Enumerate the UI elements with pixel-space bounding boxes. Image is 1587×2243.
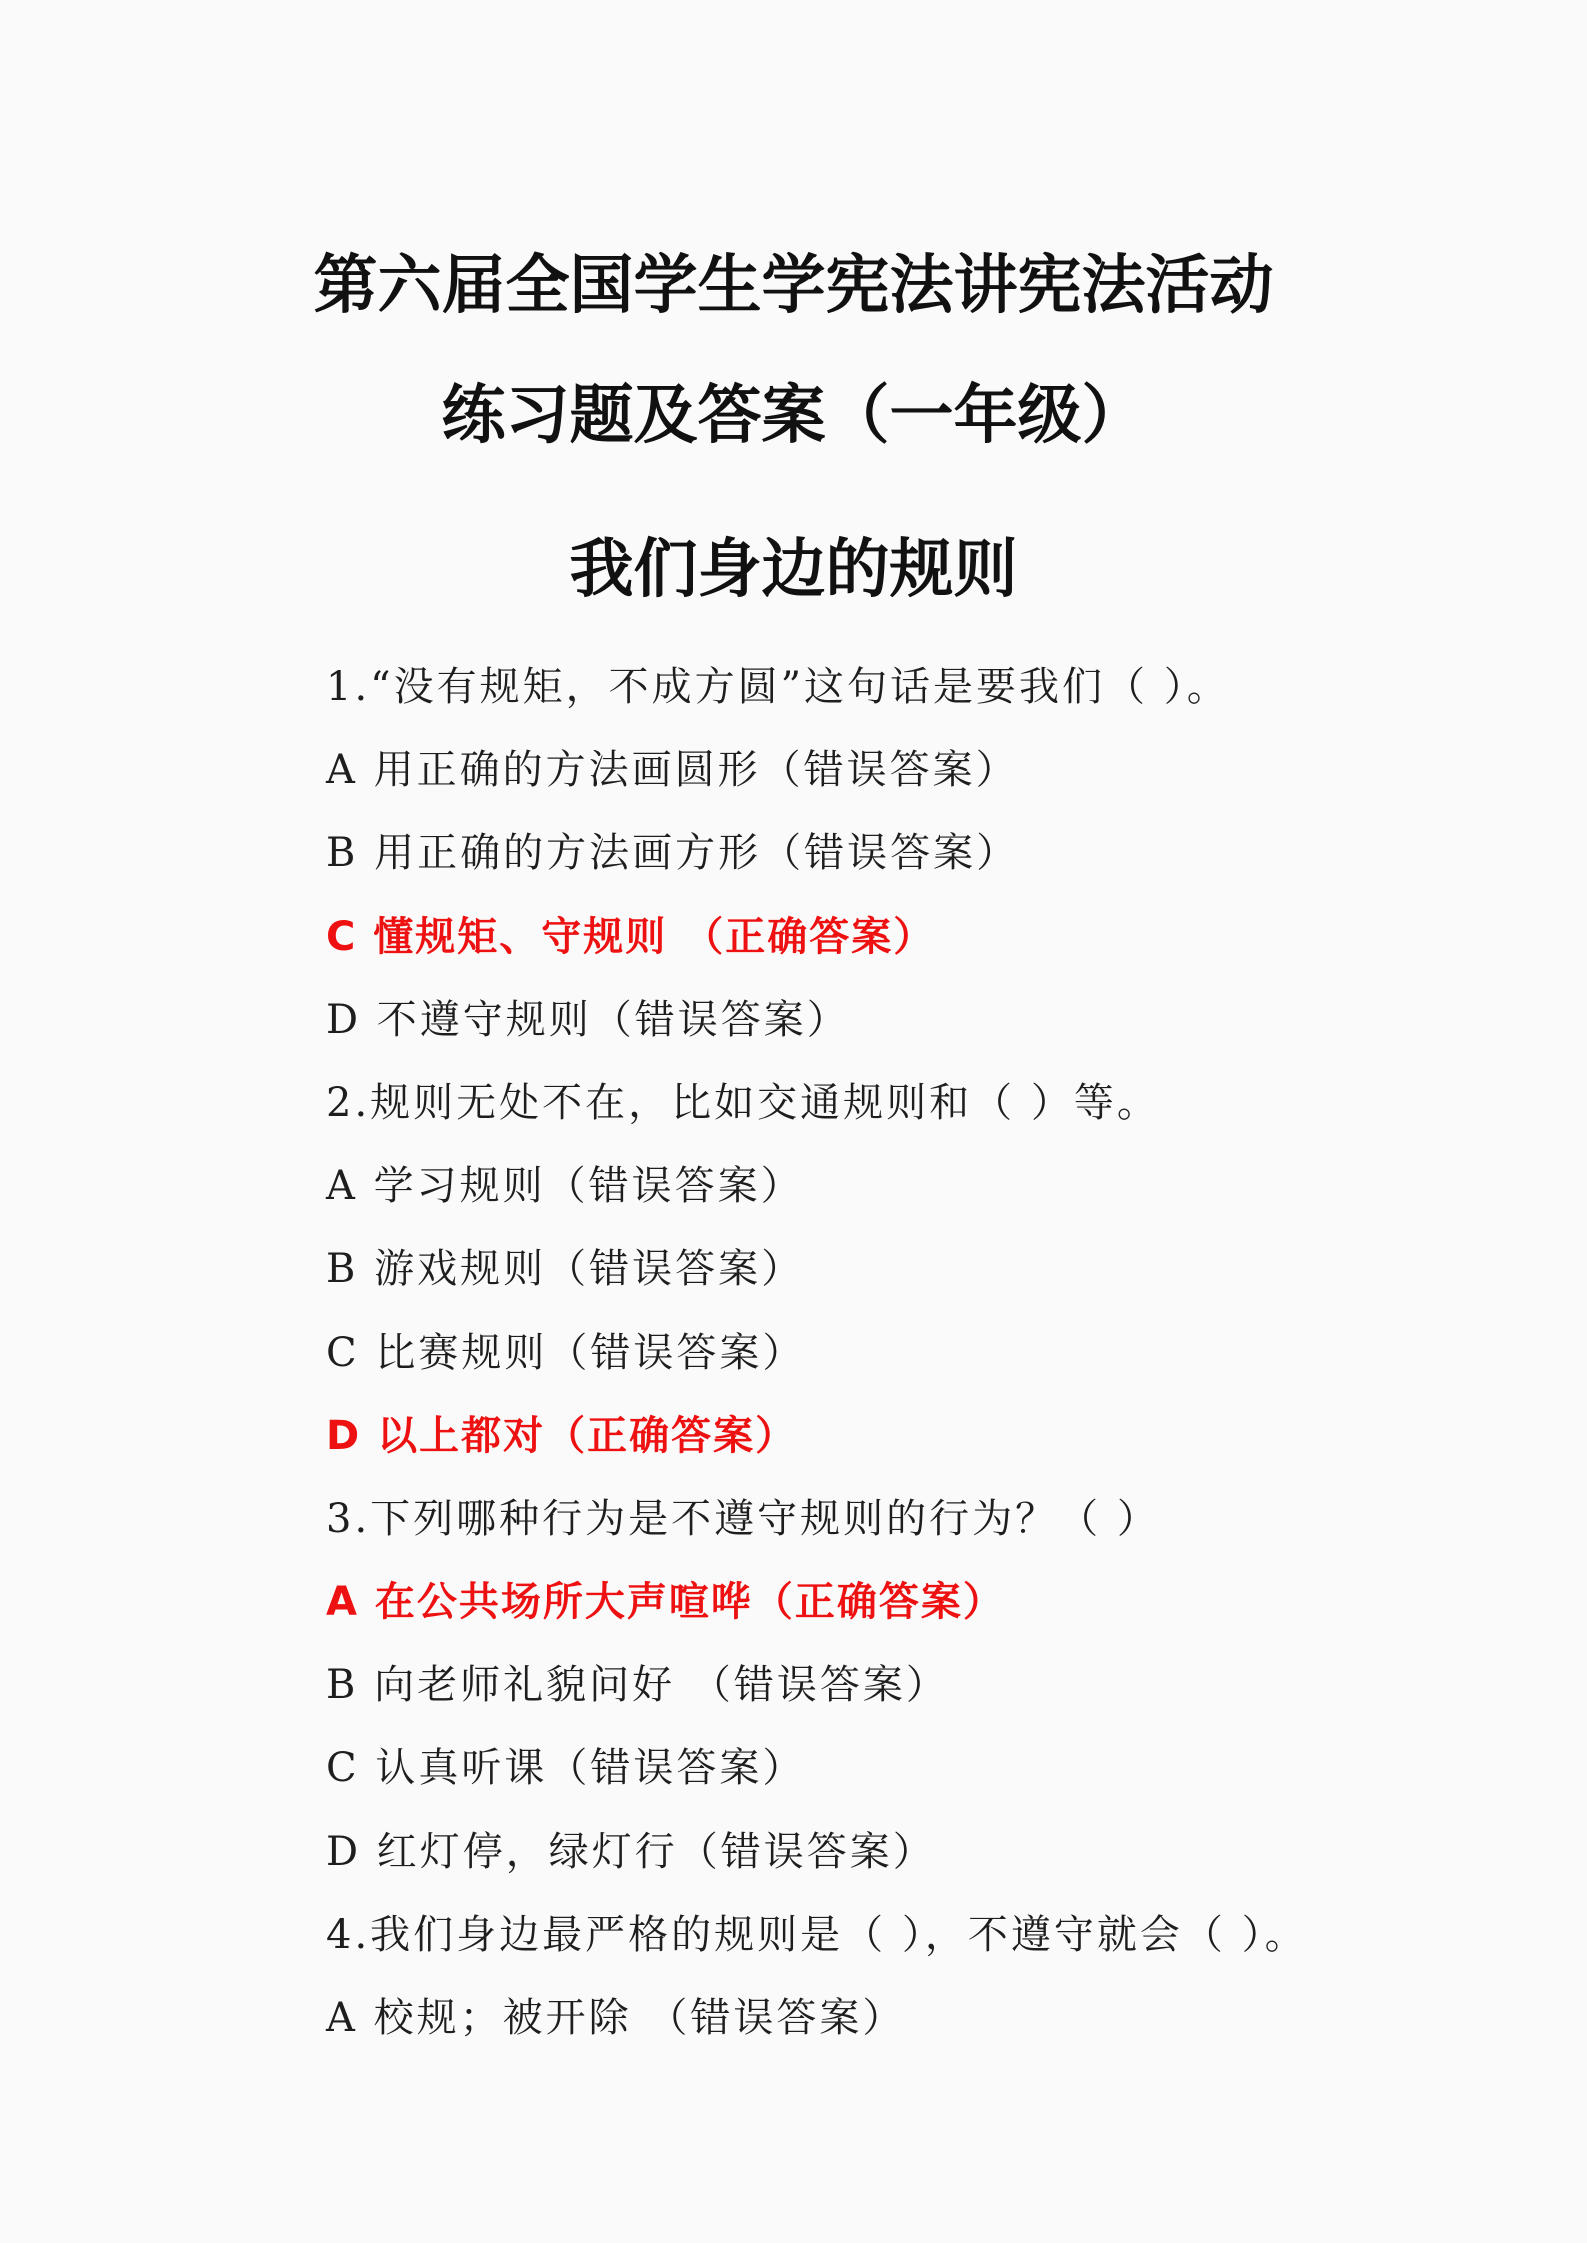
question-text: 2.规则无处不在，比如交通规则和（ ）等。 bbox=[326, 1079, 1160, 1126]
document-subtitle: 练习题及答案（一年级） bbox=[441, 379, 1146, 453]
correct-answer-option: C 懂规矩、守规则 （正确答案） bbox=[326, 913, 936, 960]
document-title: 第六届全国学生学宪法讲宪法活动 bbox=[313, 249, 1274, 323]
answer-option: B 用正确的方法画方形（错误答案） bbox=[326, 830, 1020, 877]
answer-option: B 向老师礼貌问好 （错误答案） bbox=[326, 1662, 949, 1709]
correct-answer-option: D 以上都对（正确答案） bbox=[326, 1412, 798, 1459]
answer-option: D 红灯停，绿灯行（错误答案） bbox=[326, 1828, 936, 1875]
question-text: 1.“没有规矩，不成方圆”这句话是要我们（ ）。 bbox=[326, 664, 1230, 710]
question-text: 4.我们身边最严格的规则是（ ），不遵守就会（ ）。 bbox=[326, 1911, 1308, 1958]
answer-option: C 比赛规则（错误答案） bbox=[326, 1329, 806, 1376]
answer-option: B 游戏规则（错误答案） bbox=[326, 1246, 805, 1293]
question-text: 3.下列哪种行为是不遵守规则的行为？（ ） bbox=[326, 1495, 1160, 1542]
answer-option: C 认真听课（错误答案） bbox=[326, 1745, 806, 1792]
answer-option: A 用正确的方法画圆形（错误答案） bbox=[326, 747, 1019, 794]
answer-option: A 校规；被开除 （错误答案） bbox=[326, 1995, 906, 2041]
section-heading: 我们身边的规则 bbox=[569, 533, 1018, 607]
question-list bbox=[326, 646, 1526, 2060]
correct-answer-option: A 在公共场所大声喧哗（正确答案） bbox=[326, 1579, 1005, 1626]
answer-option: D 不遵守规则（错误答案） bbox=[326, 996, 850, 1043]
answer-option: A 学习规则（错误答案） bbox=[326, 1163, 804, 1210]
